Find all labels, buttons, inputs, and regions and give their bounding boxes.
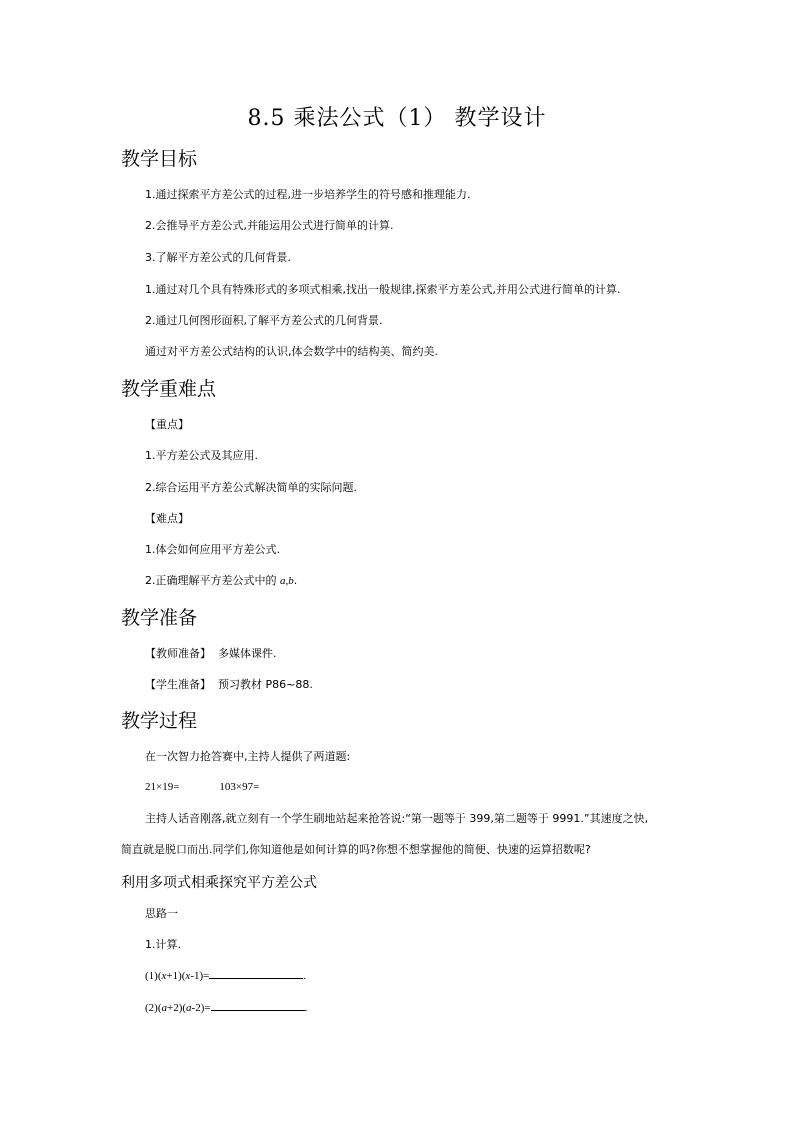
section-heading-preparation: 教学准备 (121, 607, 198, 629)
problem-1: 21×19= (145, 781, 180, 793)
answer-blank (211, 1000, 305, 1011)
problem-line (145, 779, 259, 795)
document-title: 8.5 乘法公式（1） 教学设计 (247, 106, 547, 131)
key-label: 【重点】 (145, 418, 189, 431)
calc-label: 1.计算. (145, 938, 181, 951)
story-line: 主持人话音刚落,就立刻有一个学生刷地站起来抢答说:“第一题等于 399,第二题等于 9991.”其速度之快, (145, 812, 649, 825)
student-prep (145, 677, 313, 693)
exercise-2: (2)(a+2)(a-2)= . (145, 1002, 308, 1014)
exercise-1: (1)(x+1)(x-1)= . (145, 970, 307, 982)
process-intro: 在一次智力抢答赛中,主持人提供了两道题: (145, 750, 351, 763)
objective-item: 1.通过探索平方差公式的过程,进一步培养学生的符号感和推理能力. (145, 188, 471, 201)
math-vars: a,b (280, 575, 294, 587)
objective-item: 1.通过对几个具有特殊形式的多项式相乘,找出一般规律,探索平方差公式,并用公式进行简单的计算. (145, 283, 621, 296)
teacher-prep-text: 多媒体课件. (218, 647, 277, 660)
difficult-item: 2.正确理解平方差公式中的 a,b. (145, 574, 298, 587)
student-prep-label: 【学生准备】 (145, 678, 211, 691)
story-line: 简直就是脱口而出.同学们,你知道他是如何计算的吗?你想不想掌握他的简便、快速的运算招数呢? (121, 843, 591, 856)
key-item: 1.平方差公式及其应用. (145, 449, 258, 462)
section-heading-key-points: 教学重难点 (121, 378, 217, 400)
answer-blank (209, 968, 303, 979)
objective-item: 2.会推导平方差公式,并能运用公式进行简单的计算. (145, 219, 394, 232)
idea-label: 思路一 (145, 907, 178, 920)
section-heading-process: 教学过程 (121, 710, 198, 732)
section-heading-objectives: 教学目标 (121, 148, 198, 170)
objective-item: 3.了解平方差公式的几何背景. (145, 251, 291, 264)
problem-2: 103×97= (219, 781, 260, 793)
objective-item: 通过对平方差公式结构的认识,体会数学中的结构美、简约美. (145, 345, 438, 358)
objective-item: 2.通过几何图形面积,了解平方差公式的几何背景. (145, 314, 383, 327)
teacher-prep (145, 646, 277, 662)
difficult-label: 【难点】 (145, 512, 189, 525)
teacher-prep-label: 【教师准备】 (145, 647, 211, 660)
key-item: 2.综合运用平方差公式解决简单的实际问题. (145, 481, 357, 494)
process-subheading: 利用多项式相乘探究平方差公式 (121, 875, 317, 891)
difficult-item: 1.体会如何应用平方差公式. (145, 543, 280, 556)
student-prep-text: 预习教材 P86~88. (218, 678, 313, 691)
